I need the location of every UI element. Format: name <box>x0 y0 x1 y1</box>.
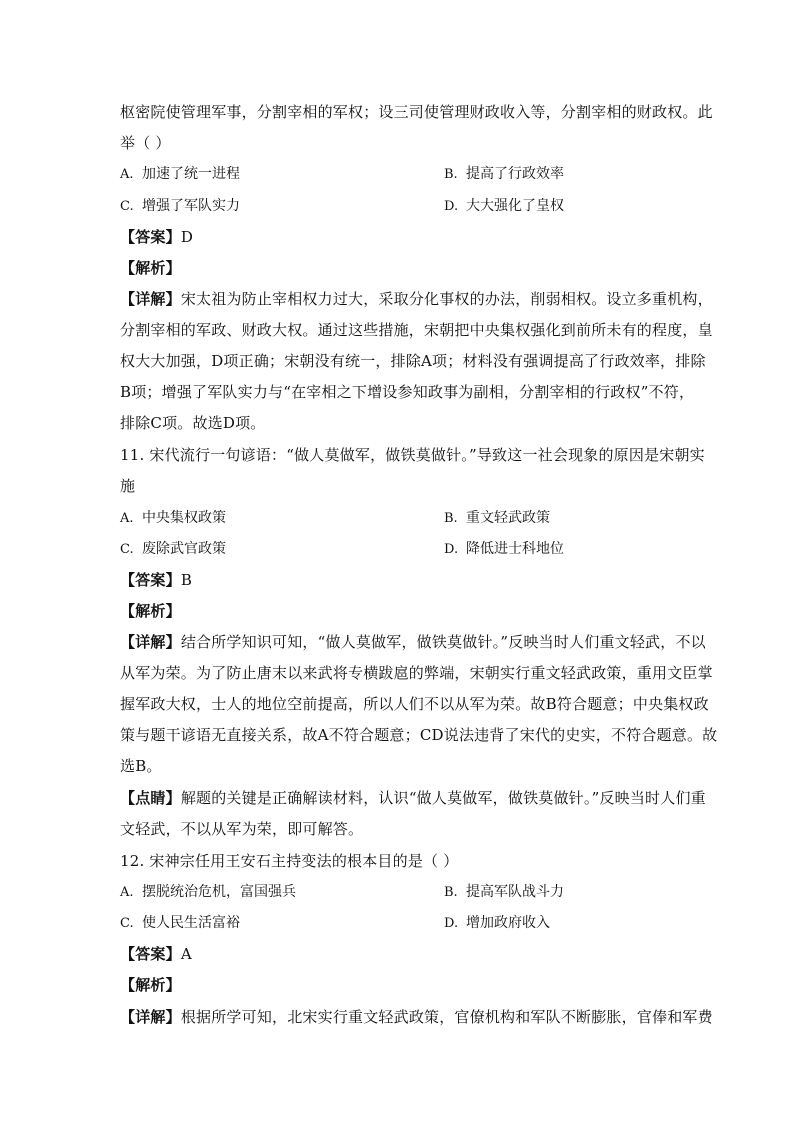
tip-line: 【点睛】解题的关键是正确解读材料，认识“做人莫做军，做铁莫做针。”反映当时人们重 <box>120 789 706 807</box>
answer: 【答案】D <box>120 228 194 246</box>
question-12-stem: 12. 宋神宗任用王安石主持变法的根本目的是（ ） <box>120 852 459 870</box>
option-c: C. 增强了军队实力 <box>120 198 240 214</box>
option-b: B. 提高军队战斗力 <box>444 884 564 900</box>
analysis-heading: 【解析】 <box>120 602 181 620</box>
option-c: C. 使人民生活富裕 <box>120 915 240 931</box>
question-11-stem: 施 <box>120 477 136 495</box>
detail-line: B项；增强了军队实力与“在宰相之下增设参知政事为副相，分割宰相的行政权”不符， <box>120 383 695 401</box>
option-d: D. 增加政府收入 <box>444 915 550 931</box>
detail-line: 【详解】根据所学可知，北宋实行重文轻武政策，官僚机构和军队不断膨胀，官俸和军费 <box>120 1008 713 1026</box>
detail-line: 策与题干谚语无直接关系，故A不符合题意；CD说法违背了宋代的史实，不符合题意。故 <box>120 726 718 744</box>
option-c: C. 废除武官政策 <box>120 541 226 557</box>
analysis-heading: 【解析】 <box>120 259 181 277</box>
question-stem: 举（ ） <box>120 134 171 152</box>
tip-line: 文轻武，不以从军为荣，即可解答。 <box>120 820 364 838</box>
option-d: D. 降低进士科地位 <box>444 541 564 557</box>
answer: 【答案】A <box>120 945 192 963</box>
detail-line: 【详解】宋太祖为防止宰相权力过大，采取分化事权的办法，削弱相权。设立多重机构， <box>120 290 713 308</box>
answer: 【答案】B <box>120 571 193 589</box>
option-d: D. 大大强化了皇权 <box>444 198 564 214</box>
detail-line: 选B。 <box>120 757 162 775</box>
detail-line: 握军政大权，士人的地位空前提高，所以人们不以从军为荣。故B符合题意；中央集权政 <box>120 695 709 713</box>
option-b: B. 重文轻武政策 <box>444 510 550 526</box>
analysis-heading: 【解析】 <box>120 976 181 994</box>
option-a: A. 加速了统一进程 <box>120 166 240 182</box>
detail-line: 从军为荣。为了防止唐末以来武将专横跋扈的弊端，宋朝实行重文轻武政策，重用文臣掌 <box>120 664 713 682</box>
option-a: A. 中央集权政策 <box>120 510 226 526</box>
detail-line: 分割宰相的军政、财政大权。通过这些措施，宋朝把中央集权强化到前所未有的程度，皇 <box>120 321 713 339</box>
question-stem: 枢密院使管理军事，分割宰相的军权；设三司使管理财政收入等，分割宰相的财政权。此 <box>120 103 713 121</box>
detail-line: 【详解】结合所学知识可知，“做人莫做军，做铁莫做针。”反映当时人们重文轻武，不以 <box>120 633 706 651</box>
detail-line: 排除C项。故选D项。 <box>120 414 266 432</box>
option-a: A. 摆脱统治危机，富国强兵 <box>120 884 296 900</box>
option-b: B. 提高了行政效率 <box>444 166 564 182</box>
detail-line: 权大大加强，D项正确；宋朝没有统一，排除A项；材料没有强调提高了行政效率，排除 <box>120 352 706 370</box>
question-11-stem: 11. 宋代流行一句谚语：“做人莫做军，做铁莫做针。”导致这一社会现象的原因是宋朝实 <box>120 446 705 464</box>
